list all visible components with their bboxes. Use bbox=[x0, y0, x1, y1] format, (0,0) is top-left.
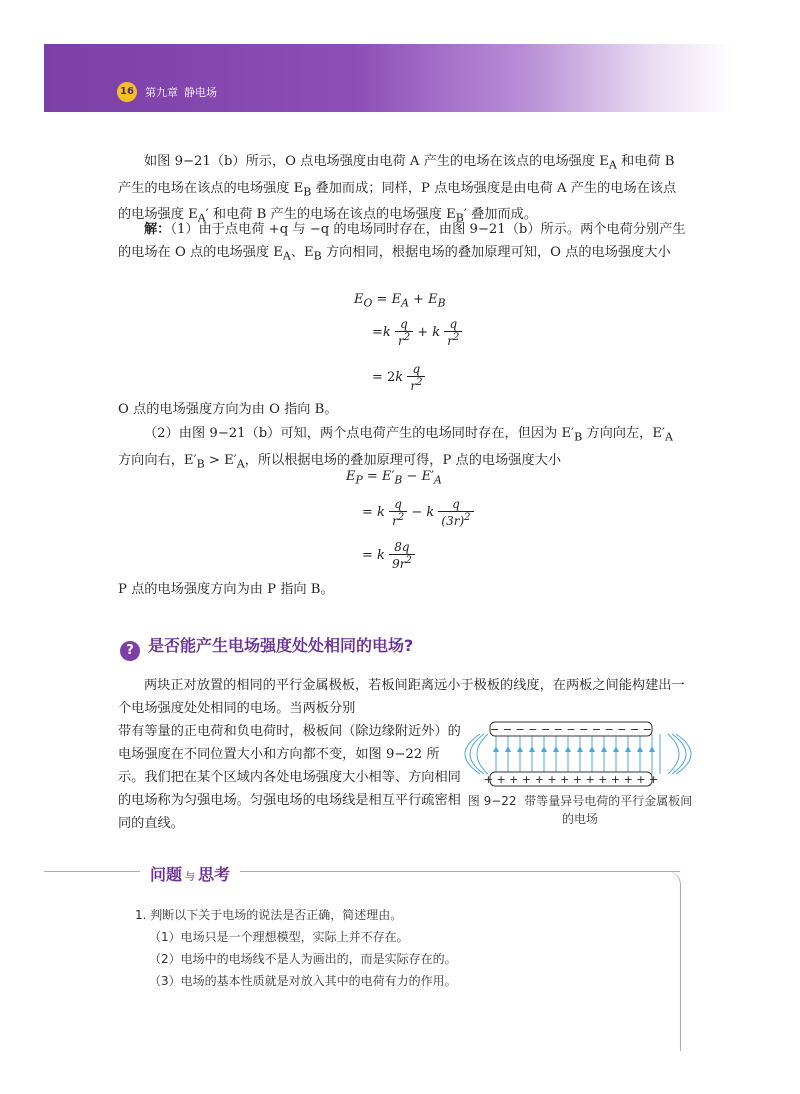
page-number: 16 bbox=[117, 82, 137, 102]
think-subquestion-2: （2）电场中的电场线不是人为画出的，而是实际存在的。 bbox=[149, 952, 457, 966]
think-question-list bbox=[135, 904, 457, 992]
paragraph-intro: 如图 9−21（b）所示，O 点电场强度由电荷 A 产生的电场在该点的电场强度 $E_A$ 和电荷 B 产生的电场在该点的电场强度 $E_B$ 叠加而成；同样，P 点电场强度是由电荷 A 产生的电场在该点的电场强度 $E_A'$ 和电荷 B 产生的电场在该点的电场强度 $E_B'$ 叠加而成。 bbox=[118, 154, 677, 225]
equation-eo-result: = 2k $\frac{q}{r^2}$ bbox=[372, 362, 425, 393]
chapter-title: 静电场 bbox=[184, 86, 217, 99]
question-icon: ? bbox=[120, 641, 140, 661]
question-title-text: 是否能产生电场强度处处相同的电场? bbox=[148, 636, 414, 655]
positive-charges: + + + + + + + + + + + + + + bbox=[483, 773, 659, 786]
equation-ep-result: = k $\frac{8q}{9r^2}$ bbox=[362, 540, 415, 571]
negative-charges: − − − − − − − − − − − − − bbox=[490, 723, 652, 736]
question-heading bbox=[120, 633, 413, 661]
think-subquestion-1: （1）电场只是一个理想模型，实际上并不存在。 bbox=[149, 930, 409, 944]
equation-eo-sum: $E_O = E_A + E_B$ bbox=[354, 292, 446, 310]
paragraph-uniform-field-a: 两块正对放置的相同的平行金属极板，若板间距离远小于极板的线度，在两板之间能构建出一个电场强度处处相同的电场。当两板分别 bbox=[118, 678, 685, 716]
think-heading: 问题 与 思考 bbox=[140, 862, 240, 885]
chapter-header-banner bbox=[44, 44, 734, 112]
think-subquestion-3: （3）电场的基本性质就是对放入其中的电荷有力的作用。 bbox=[149, 974, 457, 988]
equation-eo-expand: =k $\frac{q}{r^2}$ + k $\frac{q}{r^2}$ bbox=[372, 317, 462, 348]
paragraph-o-direction: O 点的电场强度方向为由 O 指向 B。 bbox=[118, 402, 338, 417]
paragraph-solution-2: （2）由图 9−21（b）可知，两个点电荷产生的电场同时存在，但因为 $E'_B$ 方向向左，$E'_A$ 方向向右，$E'_B > E'_A$，所以根据电场的叠加原理可得，P 点的电场强度大小 bbox=[118, 426, 673, 471]
figure-caption: 图 9−22 带等量异号电荷的平行金属板间的电场 bbox=[467, 794, 693, 826]
paragraph-p-direction: P 点的电场强度方向为由 P 指向 B。 bbox=[118, 582, 334, 597]
field-arrows bbox=[493, 746, 655, 752]
chapter-label bbox=[145, 84, 223, 100]
equation-ep-diff: $E_P = E'_B - E'_A$ bbox=[346, 469, 442, 487]
field-lines bbox=[465, 734, 691, 774]
parallel-plate-figure bbox=[460, 718, 696, 790]
think-question-1: 1. 判断以下关于电场的说法是否正确，简述理由。 bbox=[135, 908, 403, 922]
equation-ep-expand: = k $\frac{q}{r^2}$ − k $\frac{q}{(3r)^2}$ bbox=[362, 497, 474, 528]
paragraph-uniform-field-b: 带有等量的正电荷和负电荷时，极板间（除边缘附近外）的电场强度在不同位置大小和方向都不变，如图 9−22 所示。我们把在某个区域内各处电场强度大小相等、方向相同的电场称为匀强电场。匀强电场的电场线是相互平行疏密相同的直线。 bbox=[118, 724, 461, 831]
paragraph-solution-1: 解：（1）由于点电荷 +q 与 −q 的电场同时存在，由图 9−21（b）所示。两个电荷分别产生的电场在 O 点的电场强度 $E_A$、$E_B$ 方向相同，根据电场的叠加原理可知，O 点的电场强度大小 bbox=[118, 222, 686, 263]
chapter-number: 第九章 bbox=[145, 86, 178, 99]
